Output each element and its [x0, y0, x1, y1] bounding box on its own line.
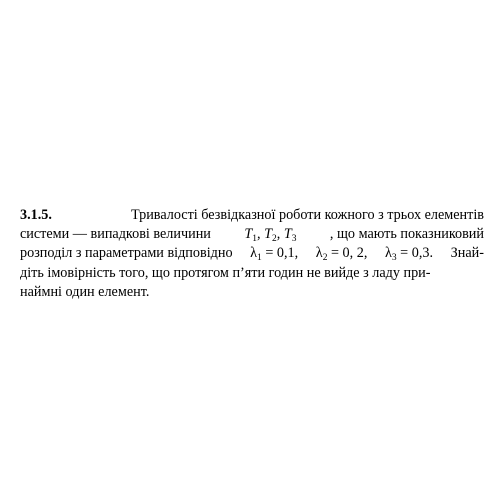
problem-line-3-end: Знай-: [450, 245, 484, 262]
problem-line-4: [20, 264, 484, 283]
problem-number: 3.1.5.: [20, 207, 52, 223]
var-t2: T2: [264, 226, 277, 245]
lambda-1: λ1 = 0,1,: [250, 245, 299, 264]
problem-line-2-text: системи — випадкові величини: [20, 226, 211, 243]
problem-line-2: [20, 225, 484, 244]
lambda-3: λ3 = 0,3.: [384, 245, 434, 264]
problem-text: [20, 206, 484, 302]
problem-line-3: [20, 244, 484, 263]
problem-line-3-text: розподіл з параметрами відповідно: [20, 245, 233, 262]
problem-line-2-end: , що мають показниковий: [329, 226, 484, 243]
problem-line-5: [20, 283, 484, 302]
problem-line-1: [20, 206, 484, 225]
problem-line-5-text: наймні один елемент.: [20, 283, 150, 300]
problem-line-1-text: Тривалості безвідказної роботи кожного з трьох елементів: [131, 207, 484, 223]
variables-t: T1, T2, T3: [244, 225, 296, 244]
var-t3: T3: [283, 226, 297, 245]
problem-line-4-text: діть імовірність того, що протягом п’яти годин не вийде з ладу при-: [20, 264, 431, 281]
lambda-2: λ2 = 0, 2,: [315, 245, 368, 264]
var-t1: T1: [244, 226, 257, 245]
